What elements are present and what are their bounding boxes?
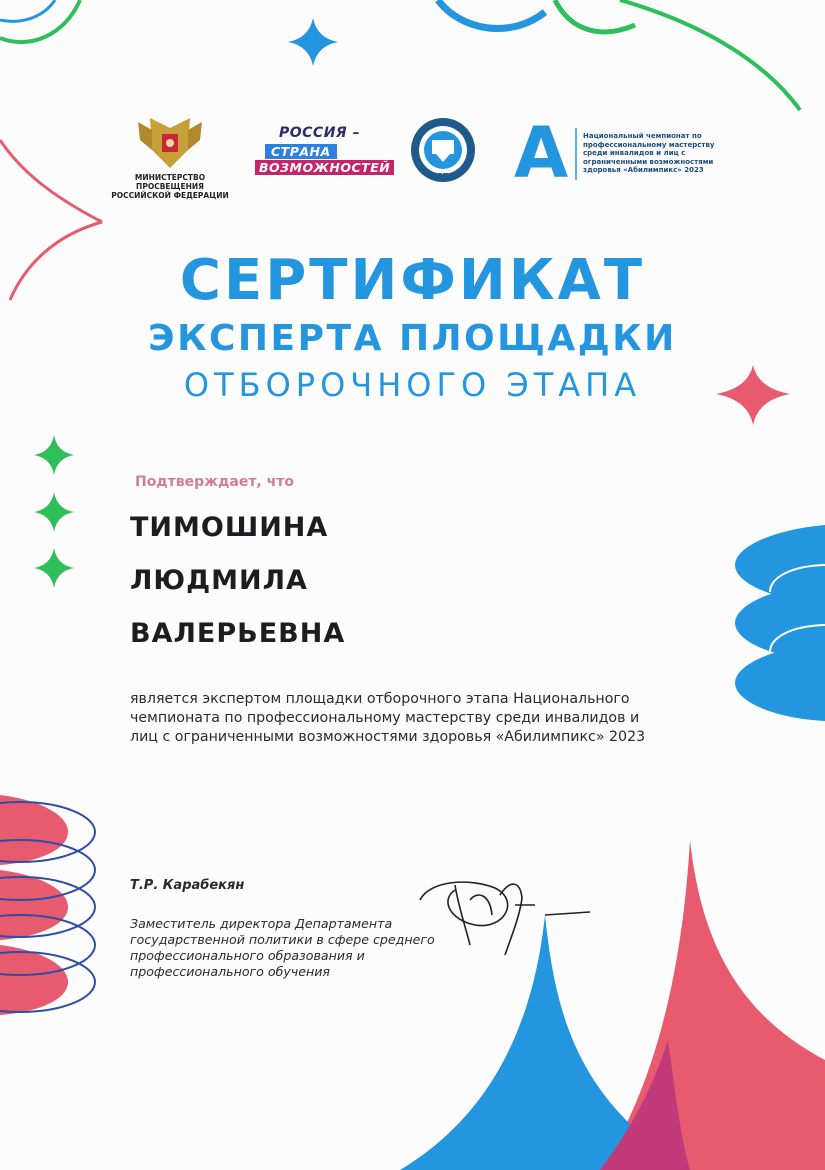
stars-green-left [34, 435, 74, 588]
certificate-description: является экспертом площадки отборочного этапа Национального чемпионата по профессиональному мастерству среди инвалидов и лиц с ограниченными возможностями здоровья «Абилимпикс» 2023 [130, 691, 646, 745]
recipient-patronymic: ВАЛЕРЬЕВНА [130, 618, 346, 649]
recipient-name: ЛЮДМИЛА [130, 565, 308, 596]
confirms-text: Подтверждает, что [135, 474, 294, 490]
abilympics-logo-letter: А [514, 112, 569, 194]
top-center-arcs [438, 0, 635, 32]
top-left-arcs [0, 0, 80, 42]
russia-opportunities-logo [255, 125, 391, 180]
russia-logo-line1: РОССИЯ – [279, 125, 361, 141]
certificate-title: СЕРТИФИКАТ [179, 248, 646, 313]
right-blue-discs [735, 525, 825, 721]
top-right-arc [620, 0, 800, 110]
championship-caption: Национальный чемпионат по профессиональному мастерству среди инвалидов и лиц с ограниченными возможностями здоровья «Абилимпикс» 2023 [583, 132, 715, 175]
ministry-emblem-icon [138, 118, 202, 168]
signer-name: Т.Р. Карабекян [130, 878, 245, 893]
ministry-name: МИНИСТЕРСТВО ПРОСВЕЩЕНИЯ РОССИЙСКОЙ ФЕДЕРАЦИИ [111, 173, 229, 200]
irpo-label: ИРПО [431, 172, 455, 180]
left-pink-discs [0, 795, 68, 1015]
russia-logo-line3: ВОЗМОЖНОСТЕЙ [255, 160, 394, 175]
recipient-surname: ТИМОШИНА [130, 512, 329, 543]
certificate-subtitle: ЭКСПЕРТА ПЛОЩАДКИ [148, 318, 677, 359]
certificate-stage: ОТБОРОЧНОГО ЭТАПА [183, 366, 642, 404]
signer-position: Заместитель директора Департамента государственной политики в сфере среднего профессионального образования и профессионального обучения [130, 916, 435, 979]
russia-logo-line2: СТРАНА [265, 144, 337, 159]
star-blue-top [288, 18, 338, 66]
